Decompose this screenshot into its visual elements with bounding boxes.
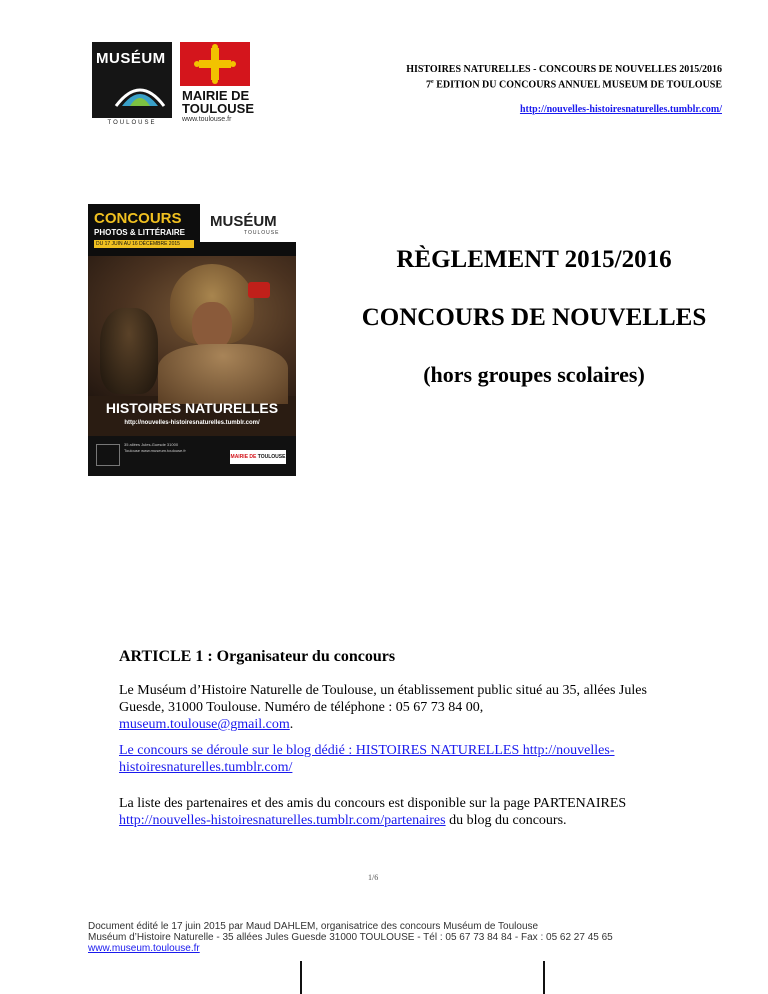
footer-website-link[interactable]: www.museum.toulouse.fr bbox=[88, 943, 200, 954]
article1-heading: ARTICLE 1 : Organisateur du concours bbox=[119, 648, 396, 665]
poster-concours: CONCOURS bbox=[94, 210, 182, 227]
header-line2: 7e EDITION DU CONCOURS ANNUEL MUSEUM DE TOULOUSE bbox=[426, 79, 722, 91]
poster-image bbox=[88, 204, 296, 476]
museum-logo-city: TOULOUSE bbox=[107, 120, 157, 126]
eagle-figure bbox=[100, 308, 158, 394]
poster-address: 35 allées Jules-Guesde 31000 Toulouse www.museum.toulouse.fr bbox=[124, 442, 186, 453]
page-number: 1/6 bbox=[368, 873, 379, 882]
museum-email-link[interactable]: museum.toulouse@gmail.com bbox=[119, 717, 290, 732]
poster-title: HISTOIRES NATURELLES bbox=[105, 400, 279, 416]
article1-blog-link[interactable]: Le concours se déroule sur le blog dédié : HISTOIRES NATURELLES http://nouvelles-histoiresnaturelles.tumblr.com/ bbox=[119, 743, 615, 775]
article1-paragraph3: La liste des partenaires et des amis du concours est disponible sur la page PARTENAIRES http://nouvelles-histoiresnaturelles.tumblr.com/partenaires du blog du concours. bbox=[119, 796, 627, 828]
mairie-logo-line1: MAIRIE DE bbox=[182, 88, 250, 103]
margin-divider-left bbox=[300, 961, 302, 994]
article1-paragraph1: Le Muséum d’Histoire Naturelle de Toulouse, un établissement public situé au 35, allées Jules Guesde, 31000 Toulouse. Numéro de téléphone : 05 67 73 84 00, museum.toulouse@gmail.com. bbox=[119, 683, 647, 732]
title-concours: CONCOURS DE NOUVELLES bbox=[361, 304, 707, 331]
footer-line2: Muséum d’Histoire Naturelle - 35 allées Jules Guesde 31000 TOULOUSE - Tél : 05 67 73 84 84 - Fax : 05 62 27 45 65 bbox=[88, 932, 613, 943]
header-line1: HISTOIRES NATURELLES - CONCOURS DE NOUVELLES 2015/2016 bbox=[406, 64, 722, 75]
margin-divider-right bbox=[543, 961, 545, 994]
poster-museum-logo: MUSÉUM TOULOUSE bbox=[200, 204, 296, 242]
poster-dates: DU 17 JUIN AU 16 DÉCEMBRE 2015 bbox=[94, 240, 194, 248]
header-blog-link[interactable]: http://nouvelles-histoiresnaturelles.tumblr.com/ bbox=[519, 104, 722, 115]
poster-subtitle: PHOTOS & LITTÉRAIRE bbox=[94, 228, 185, 237]
title-hors-groupes: (hors groupes scolaires) bbox=[423, 362, 645, 387]
museum-logo bbox=[92, 42, 172, 118]
occitan-cross-icon bbox=[180, 42, 250, 86]
poster-stamp-icon bbox=[96, 444, 120, 466]
mairie-logo bbox=[180, 42, 254, 123]
title-reglement: RÈGLEMENT 2015/2016 bbox=[396, 246, 672, 273]
poster-mairie-badge: MAIRIE DE TOULOUSE bbox=[230, 450, 286, 464]
mairie-logo-line2: TOULOUSE bbox=[182, 101, 254, 116]
partenaires-link[interactable]: http://nouvelles-histoiresnaturelles.tumblr.com/partenaires bbox=[119, 813, 446, 828]
poster-url: http://nouvelles-histoiresnaturelles.tumblr.com/ bbox=[124, 420, 260, 426]
museum-eye-icon bbox=[114, 80, 166, 108]
mairie-logo-web: www.toulouse.fr bbox=[182, 116, 232, 123]
footer-line1: Document édité le 17 juin 2015 par Maud DAHLEM, organisatrice des concours Muséum de Toulouse bbox=[88, 921, 539, 932]
museum-logo-word: MUSÉUM bbox=[96, 50, 166, 67]
